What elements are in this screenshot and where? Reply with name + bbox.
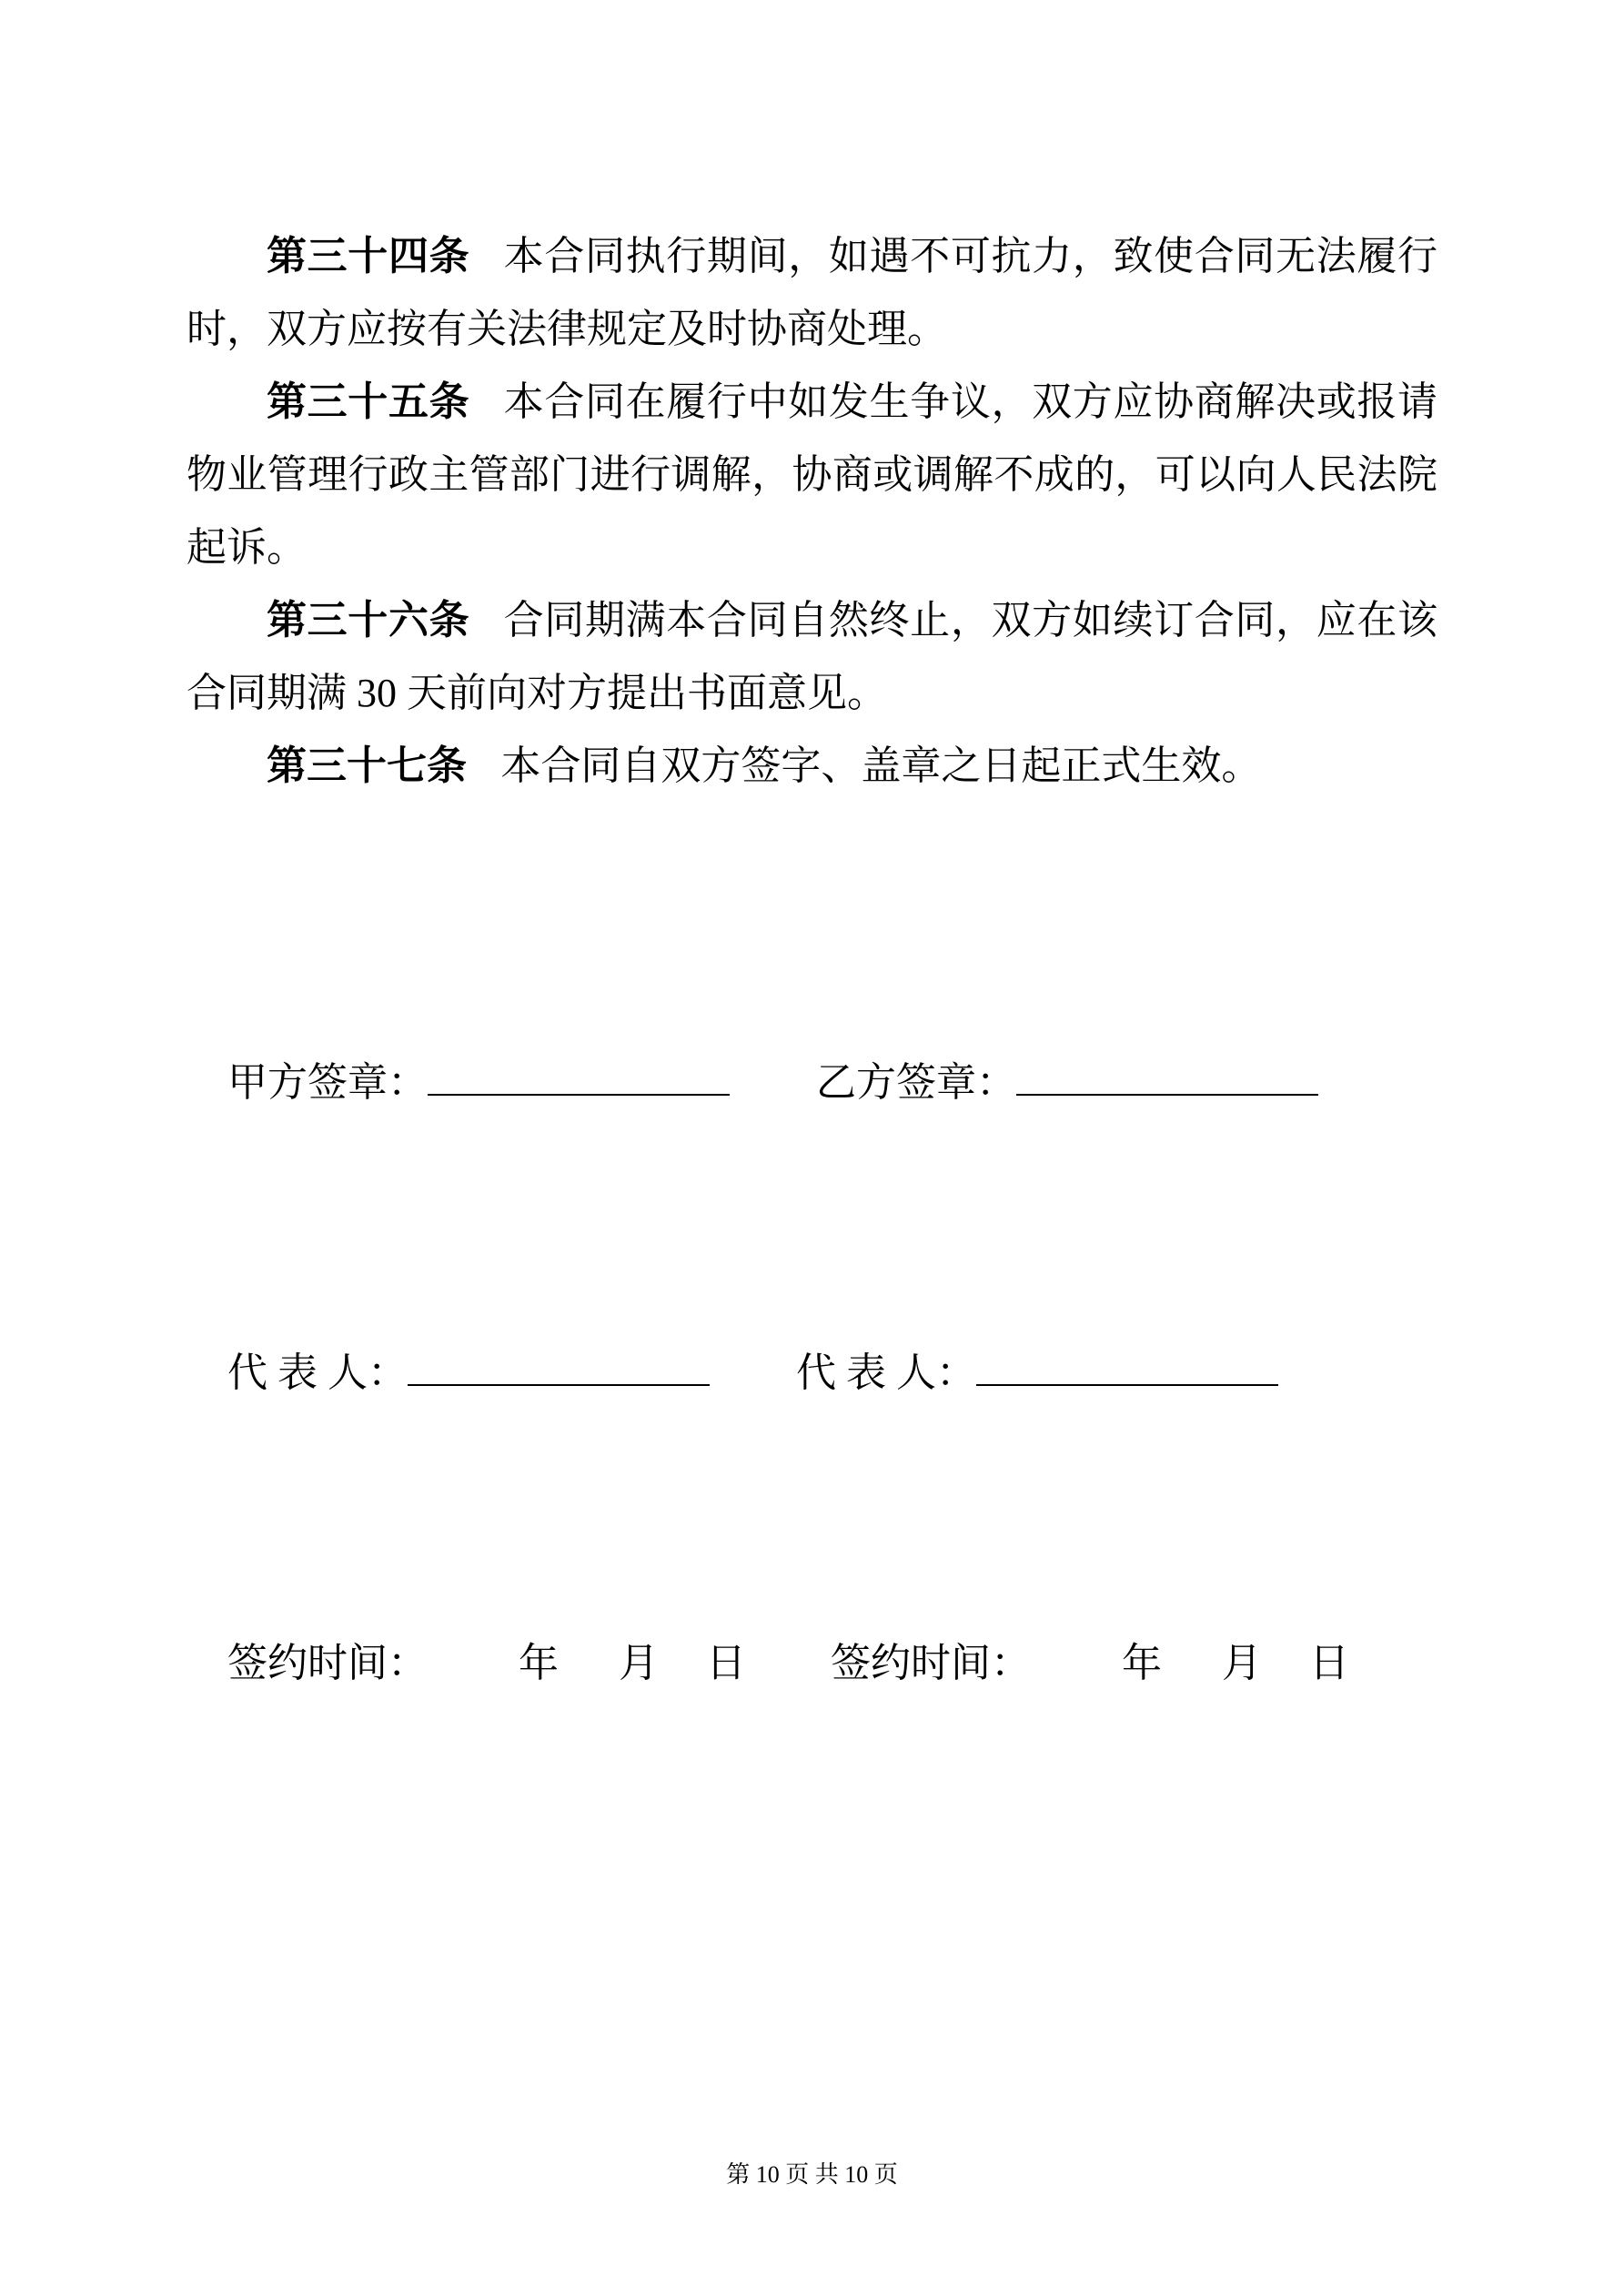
- seal-signature-row: [227, 1047, 1437, 1119]
- party-a-date-block: [227, 1627, 746, 1700]
- party-a-seal-block: [227, 1047, 730, 1119]
- signing-date-row: [227, 1627, 1437, 1700]
- article-34-number: 第三十四条: [267, 234, 470, 278]
- party-a-date-day: 日: [706, 1641, 746, 1685]
- article-36-number: 第三十六条: [267, 598, 470, 642]
- page-number: 第 10 页 共 10 页: [726, 2161, 898, 2188]
- article-36-text: 合同期满本合同自然终止，双方如续订合同，应在该合同期满 30 天前向对方提出书面意见。: [187, 598, 1438, 715]
- party-b-seal-block: [816, 1047, 1318, 1119]
- article-36: [187, 584, 1437, 730]
- party-a-seal-line: [428, 1085, 730, 1096]
- party-b-date-year: 年: [1122, 1641, 1162, 1685]
- party-b-date-month: 月: [1222, 1641, 1262, 1685]
- representative-row: [227, 1337, 1437, 1410]
- article-37-number: 第三十七条: [267, 743, 467, 788]
- article-35-number: 第三十五条: [267, 379, 470, 424]
- party-a-date-year: 年: [519, 1641, 559, 1685]
- article-34: [187, 220, 1437, 366]
- party-b-representative-label: 代 表 人：: [796, 1350, 976, 1395]
- party-a-date-month: 月: [619, 1641, 659, 1685]
- party-b-date-day: 日: [1309, 1641, 1349, 1685]
- article-37: [187, 730, 1437, 803]
- party-b-seal-line: [1016, 1085, 1318, 1096]
- party-a-date-label: 签约时间：: [227, 1641, 428, 1685]
- party-b-representative-line: [976, 1375, 1278, 1386]
- article-34-text: 本合同执行期间，如遇不可抗力，致使合同无法履行时，双方应按有关法律规定及时协商处理。: [187, 234, 1438, 351]
- page-footer: [0, 2161, 1624, 2189]
- party-a-representative-label: 代 表 人：: [227, 1350, 408, 1395]
- article-37-text: 本合同自双方签字、盖章之日起正式生效。: [500, 743, 1262, 788]
- party-a-representative-block: [227, 1337, 710, 1410]
- article-35-text: 本合同在履行中如发生争议，双方应协商解决或报请物业管理行政主管部门进行调解，协商或调解不成的，可以向人民法院起诉。: [187, 379, 1438, 570]
- party-a-representative-line: [408, 1375, 710, 1386]
- party-b-seal-label: 乙方签章：: [816, 1060, 1016, 1105]
- party-b-representative-block: [796, 1337, 1278, 1410]
- party-a-seal-label: 甲方签章：: [227, 1060, 428, 1105]
- party-b-date-label: 签约时间：: [831, 1641, 1031, 1685]
- article-35: [187, 366, 1437, 584]
- party-b-date-block: [831, 1627, 1349, 1700]
